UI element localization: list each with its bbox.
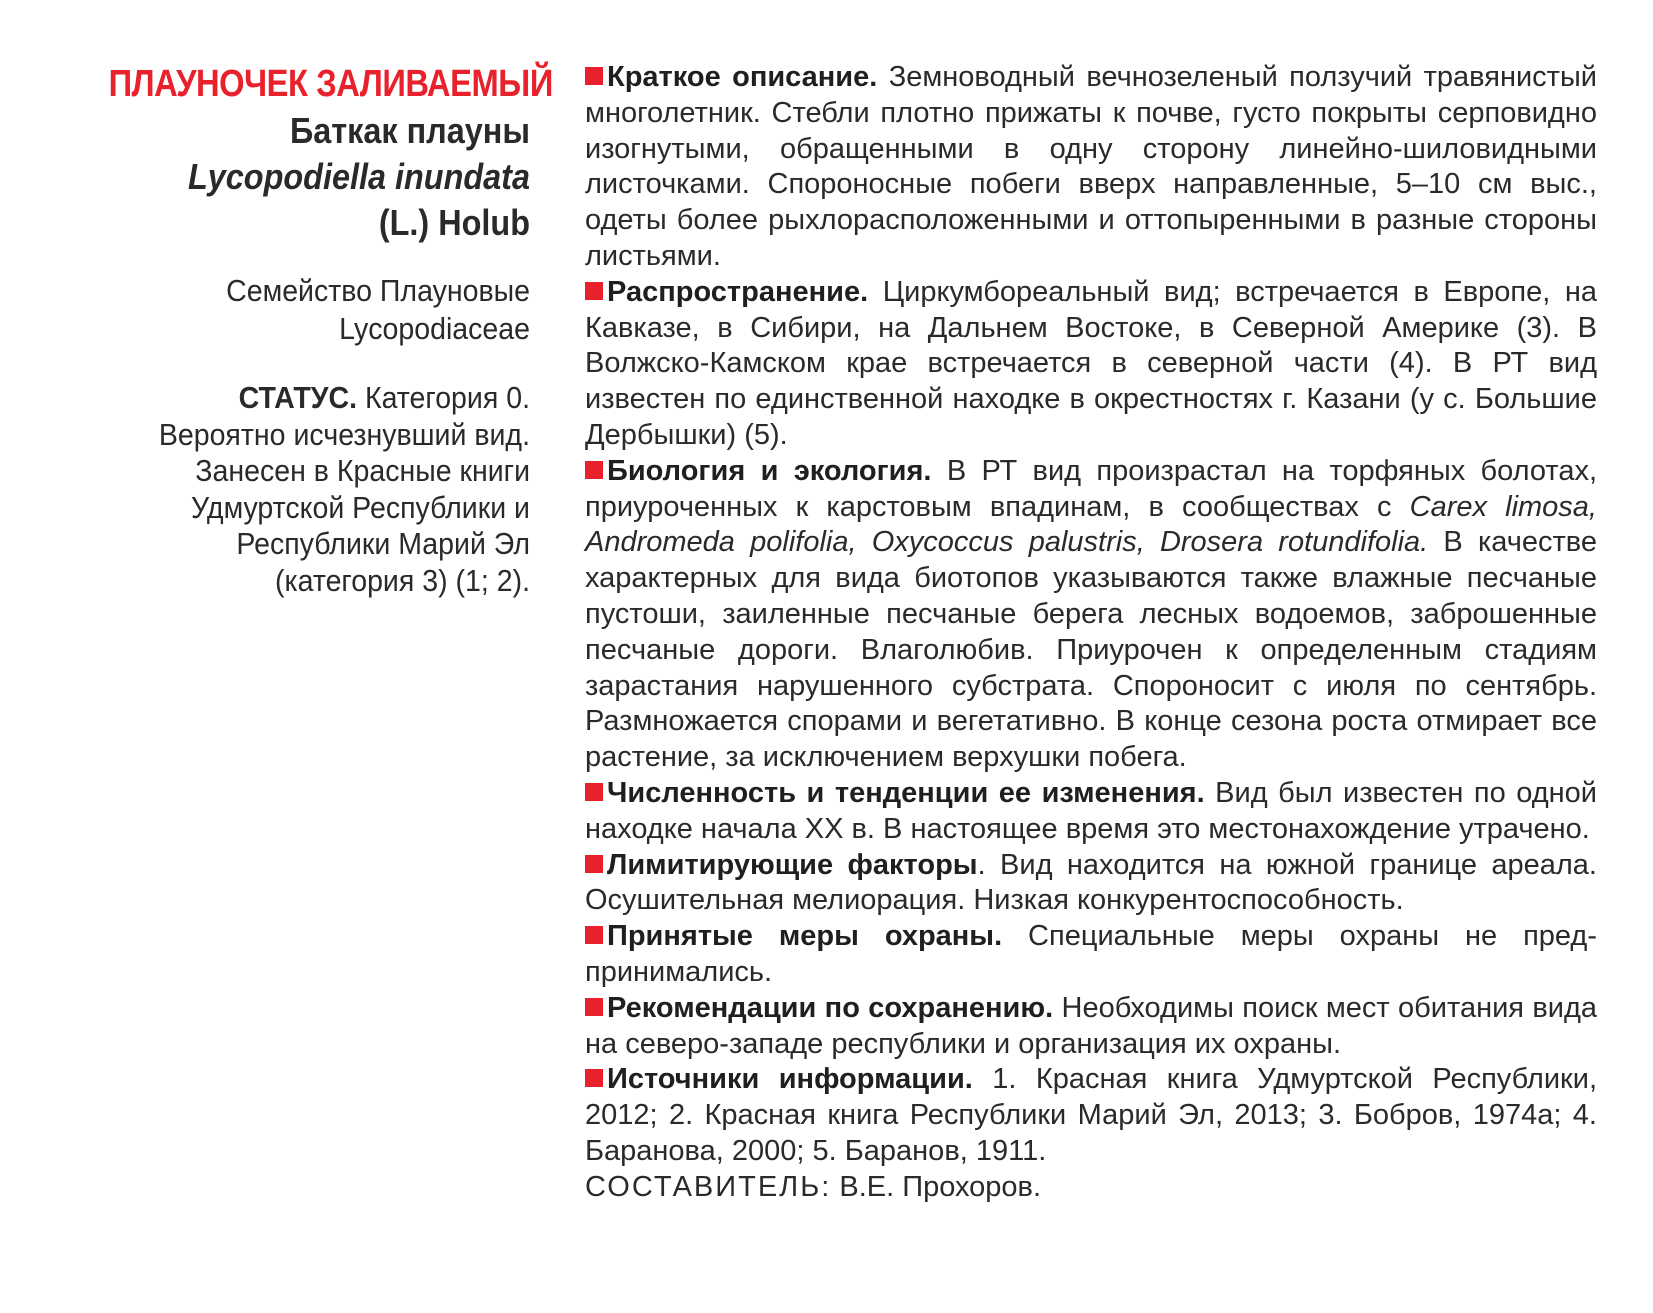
section-heading: Источники информации. xyxy=(607,1063,973,1096)
status-line xyxy=(79,380,530,417)
status-line: Занесен в Красные книги xyxy=(195,453,530,488)
section-text: Циркумбореальный вид; встречается в Европе, на Кавказе, в Сибири, на Дальнем Востоке, в Северной Америке (3). В Волжско-Камском крае встречается в северной части (4). В РТ вид известен по единственной находке в окрестностях г. Казани (у с. Большие Дербышки) (5). xyxy=(585,275,1597,451)
section-heading: Биология и экология. xyxy=(607,454,932,487)
section-recommendations xyxy=(585,991,1597,1063)
section-text: . Вид находится на южной границе ареала. Осушительная мелиорация. Низкая конкурентоспособность. xyxy=(585,848,1597,917)
section-heading: Численность и тенденции ее изменения. xyxy=(607,776,1205,809)
section-heading: Краткое описание. xyxy=(607,61,878,93)
status-line: (категория 3) (1; 2). xyxy=(274,562,530,598)
status-line: Республики Марий Эл xyxy=(236,526,530,561)
section-distribution xyxy=(585,275,1597,454)
red-square-marker xyxy=(585,282,603,300)
status-label: СТАТУС. xyxy=(238,380,358,415)
family-block xyxy=(79,272,530,348)
red-square-marker xyxy=(585,926,603,944)
section-text: 1. Красная книга Удмуртской Республики, 2012; 2. Красная книга Республики Марий Эл, 2013; 3. Бобров, 1974а; 4. Баранова, 2000; 5. Баранов, 1911. xyxy=(585,1063,1597,1167)
species-header xyxy=(40,62,553,599)
red-square-marker xyxy=(585,67,603,85)
species-title-tatar: Баткак плауны xyxy=(289,110,530,151)
section-text: В РТ вид произрастал на торфяных болотах, приуроченных к карстовым впадинам, в сообществах с xyxy=(585,454,1598,523)
section-limiting-factors xyxy=(585,848,1597,920)
status-line: Удмуртской Республики и xyxy=(191,489,530,525)
status-text: Категория 0. xyxy=(357,380,530,415)
section-heading: Распространение. xyxy=(607,275,869,308)
section-text: Необходимы поиск мест обитания вида на северо-западе республики и организация их охраны. xyxy=(585,991,1597,1060)
family-latin: Lycopodiaceae xyxy=(339,311,530,346)
section-heading: Принятые меры охраны. xyxy=(607,920,1003,953)
family-russian: Семейство Плауновые xyxy=(226,273,530,308)
section-sources xyxy=(585,1062,1597,1169)
species-article xyxy=(585,60,1597,1206)
red-square-marker xyxy=(585,1069,603,1087)
species-title-latin: Lycopodiella inundata xyxy=(187,156,530,197)
red-square-marker xyxy=(585,783,603,801)
section-heading: Рекомендации по сохранению. xyxy=(607,991,1054,1024)
section-protection-measures xyxy=(585,919,1597,991)
section-text: Земноводный вечнозеленый ползучий травянистый многолетник. Стебли плотно прижаты к почве, густо покрыты серповидно изогнутыми, обращенными в одну сторону линейно-шиловидными листочками. Спороносные побеги вверх направленные, 5–10 см выс., одеты более рыхлорасположенными и оттопыренными в разные стороны листьями. xyxy=(585,61,1597,272)
red-square-marker xyxy=(585,461,603,479)
compiler-line xyxy=(585,1170,1597,1206)
compiler-label: СОСТАВИТЕЛЬ: xyxy=(585,1170,832,1203)
status-line: Вероятно исчезнувший вид. xyxy=(158,416,530,452)
compiler-name: В.Е. Прохоров. xyxy=(831,1170,1042,1203)
species-title-russian: ПЛАУНОЧЕК ЗАЛИВАЕМЫЙ xyxy=(108,63,553,105)
associated-species-list: Carex limosa, Andromeda polifolia, Oxycoccus palustris, Drosera rotundifolia. xyxy=(585,490,1597,559)
red-square-marker xyxy=(585,998,603,1016)
section-heading: Лимитирующие факторы xyxy=(607,848,978,881)
section-text: В качестве характерных для вида биотопов указываются также влажные песчаные пустоши, заиленные песчаные берега лесных водоемов, заброшенные песчаные дороги. Влаголюбив. Приурочен к определенным стадиям зарастания нарушенного субстрата. Спороносит с июля по сентябрь. Размножается спорами и вегетативно. В конце сезона роста отмирает все растение, за исключением верхушки побега. xyxy=(585,526,1597,774)
section-biology xyxy=(585,454,1597,776)
section-abundance xyxy=(585,776,1597,848)
species-author: (L.) Holub xyxy=(378,202,530,243)
section-text: Специальные меры охраны не предпринимались. xyxy=(585,920,1597,988)
section-description xyxy=(585,60,1597,275)
status-block xyxy=(40,380,530,599)
section-text: Вид был известен по одной находке начала XX в. В настоящее время это местонахождение утрачено. xyxy=(585,776,1597,845)
red-square-marker xyxy=(585,855,603,873)
